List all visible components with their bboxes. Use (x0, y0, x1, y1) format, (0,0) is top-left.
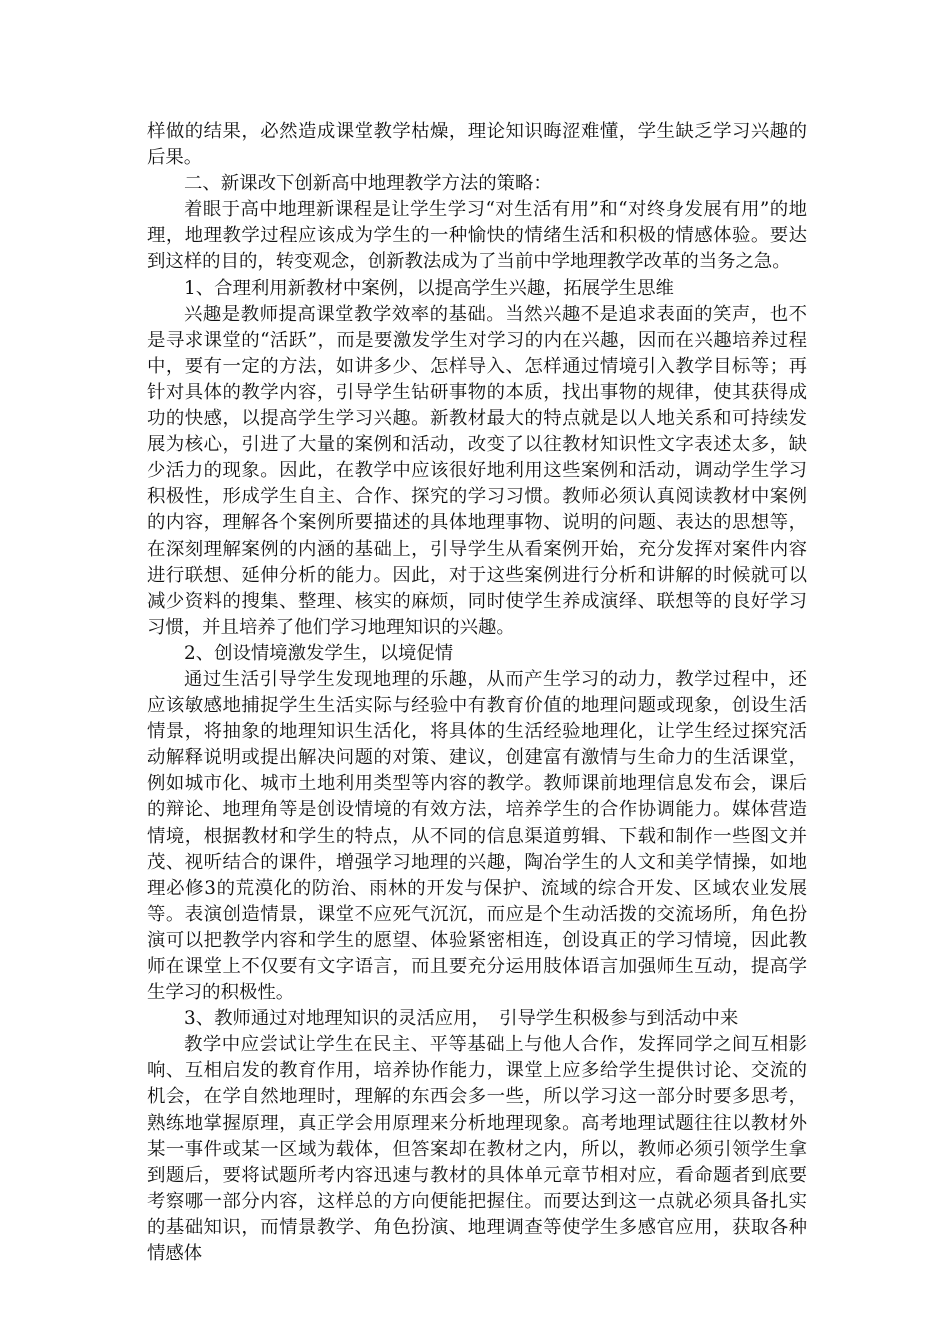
paragraph-continuation: 样做的结果，必然造成课堂教学枯燥，理论知识晦涩难懂，学生缺乏学习兴趣的后果。 (147, 121, 807, 169)
paragraph-situation: 通过生活引导学生发现地理的乐趣，从而产生学习的动力，教学过程中，还应该敏感地捕捉学生生活实际与经验中有教育价值的地理问题或现象，创设生活情景，将抽象的地理知识生活化，将具体的生活经验地理化，让学生经过探究活动解释说明或提出解决问题的对策、建议，创建富有激情与生命力的生活课堂，例如城市化、城市土地利用类型等内容的教学。教师课前地理信息发布会，课后的辩论、地理角等是创设情境的有效方法，培养学生的合作协调能力。媒体营造情境，根据教材和学生的特点，从不同的信息渠道剪辑、下载和制作一些图文并茂、视听结合的课件，增强学习地理的兴趣，陶冶学生的人文和美学情操，如地理必修3的荒漠化的防治、雨林的开发与保护、流域的综合开发、区域农业发展等。表演创造情景，课堂不应死气沉沉，而应是个生动活拨的交流场所，角色扮演可以把教学内容和学生的愿望、体验紧密相连，创设真正的学习情境，因此教师在课堂上不仅要有文字语言，而且要充分运用肢体语言加强师生互动，提高学生学习的积极性。 (147, 668, 807, 1004)
subheading-1-case-study: 1、合理利用新教材中案例，以提高学生兴趣，拓展学生思维 (184, 277, 674, 299)
paragraph-intro: 着眼于高中地理新课程是让学生学习“对生活有用”和“对终身发展有用”的地理，地理教学过程应该成为学生的一种愉快的情绪生活和积极的情感体验。要达到这样的目的，转变观念，创新教法成为了当前中学地理教学改革的当务之急。 (147, 199, 807, 273)
document-body (147, 119, 807, 1267)
paragraph-cooperation: 教学中应尝试让学生在民主、平等基础上与他人合作，发挥同学之间互相影响、互相启发的教育作用，培养协作能力，课堂上应多给学生提供讨论、交流的机会，在学自然地理时，理解的东西会多一些，所以学习这一部分时要多思考，熟练地掌握原理，真正学会用原理来分析地理现象。高考地理试题往往以教材外某一事件或某一区域为载体，但答案却在教材之内，所以，教师必须引领学生拿到题后，要将试题所考内容迅速与教材的具体单元章节相对应，看命题者到底要考察哪一部分内容，这样总的方向便能把握住。而要达到这一点就必须具备扎实的基础知识，而情景教学、角色扮演、地理调查等使学生多感官应用，获取各种情感体 (147, 1034, 807, 1265)
subheading-3-application: 3、教师通过对地理知识的灵活应用， 引导学生积极参与到活动中来 (184, 1008, 739, 1030)
paragraph-interest: 兴趣是教师提高课堂教学效率的基础。当然兴趣不是追求表面的笑声，也不是寻求课堂的“活跃”，而是要激发学生对学习的内在兴趣，因而在兴趣培养过程中，要有一定的方法，如讲多少、怎样导入、怎样通过情境引入教学目标等；再针对具体的教学内容，引导学生钻研事物的本质，找出事物的规律，使其获得成功的快感，以提高学生学习兴趣。新教材最大的特点就是以人地关系和可持续发展为核心，引进了大量的案例和活动，改变了以往教材知识性文字表述太多，缺少活力的现象。因此，在教学中应该很好地利用这些案例和活动，调动学生学习积极性，形成学生自主、合作、探究的学习习惯。教师必须认真阅读教材中案例的内容，理解各个案例所要描述的具体地理事物、说明的问题、表达的思想等，在深刻理解案例的内涵的基础上，引导学生从看案例开始，充分发挥对案件内容进行联想、延伸分析的能力。因此，对于这些案例进行分析和讲解的时候就可以减少资料的搜集、整理、核实的麻烦，同时使学生养成演绎、联想等的良好学习习惯，并且培养了他们学习地理知识的兴趣。 (147, 303, 807, 638)
subheading-2-situation: 2、创设情境激发学生，以境促情 (184, 642, 454, 664)
section-heading-strategies: 二、新课改下创新高中地理教学方法的策略： (184, 173, 552, 195)
